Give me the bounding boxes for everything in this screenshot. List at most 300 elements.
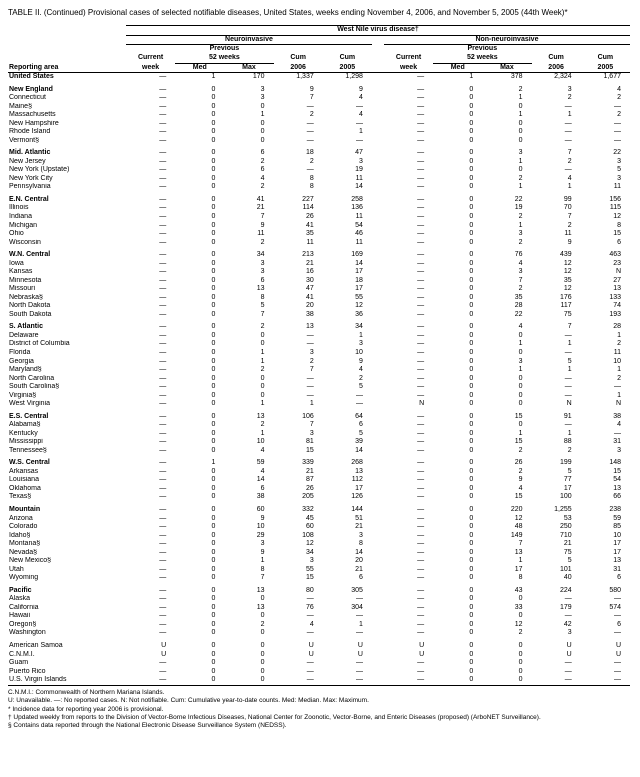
- non-neuroinvasive-value-cell: —: [417, 128, 425, 136]
- neuroinvasive-value-cell: —: [355, 102, 363, 110]
- reporting-area-cell: New York (Upstate): [9, 166, 70, 174]
- non-neuroinvasive-value-cell: —: [417, 119, 425, 127]
- spacer-cell: [372, 651, 384, 660]
- non-neuroinvasive-value-cell: 0: [469, 276, 474, 284]
- reporting-area-cell: Massachusetts: [9, 111, 56, 119]
- table-row: [8, 659, 630, 668]
- neuroinvasive-value-cell: —: [159, 149, 167, 157]
- med-label: Med: [175, 63, 224, 73]
- spacer-cell: [372, 532, 384, 541]
- non-neuroinvasive-value-cell: —: [417, 595, 425, 603]
- neuroinvasive-value-cell: —: [159, 230, 167, 238]
- non-neuroinvasive-value-cell: 31: [613, 438, 621, 446]
- footnotes: [8, 689, 630, 731]
- neuroinvasive-value-cell: 6: [260, 149, 265, 157]
- empty-cell: [532, 45, 581, 54]
- non-neuroinvasive-value-cell: —: [417, 340, 425, 348]
- neuroinvasive-value-cell: 0: [211, 493, 216, 501]
- non-neuroinvasive-value-cell: —: [417, 514, 425, 522]
- non-neuroinvasive-value-cell: —: [564, 128, 572, 136]
- reporting-area-cell: Oklahoma: [9, 484, 41, 492]
- spacer-cell: [372, 468, 384, 477]
- non-neuroinvasive-value-cell: 17: [514, 565, 523, 573]
- neuroinvasive-value-cell: —: [306, 119, 314, 127]
- empty-cell: [581, 45, 630, 54]
- neuroinvasive-value-cell: —: [159, 302, 167, 310]
- reporting-area-cell: Illinois: [9, 204, 29, 212]
- table-row: [8, 383, 630, 392]
- neuroinvasive-value-cell: 0: [211, 412, 216, 420]
- spacer-cell: [372, 476, 384, 485]
- non-neuroinvasive-value-cell: 12: [514, 514, 523, 522]
- neuroinvasive-value-cell: —: [159, 204, 167, 212]
- non-neuroinvasive-value-cell: —: [564, 659, 572, 667]
- non-neuroinvasive-value-cell: 17: [563, 484, 572, 492]
- neuroinvasive-value-cell: 106: [302, 412, 314, 420]
- spacer-cell: [372, 294, 384, 303]
- reporting-area-cell: West Virginia: [9, 400, 50, 408]
- table-row: [8, 319, 630, 332]
- neuroinvasive-value-cell: —: [159, 348, 167, 356]
- neuroinvasive-value-cell: 0: [211, 506, 216, 514]
- neuroinvasive-value-cell: 205: [302, 493, 314, 501]
- neuroinvasive-value-cell: 0: [211, 620, 216, 628]
- non-neuroinvasive-value-cell: —: [614, 119, 621, 127]
- neuroinvasive-value-cell: 0: [211, 540, 216, 548]
- neuroinvasive-value-cell: 5: [359, 383, 363, 391]
- non-neuroinvasive-value-cell: 0: [518, 374, 523, 382]
- reporting-area-cell: E.S. Central: [9, 412, 49, 420]
- 52weeks-label: 52 weeks: [433, 54, 531, 63]
- neuroinvasive-value-cell: 0: [211, 357, 216, 365]
- notifiable-diseases-table: [8, 25, 630, 685]
- spacer-cell: [372, 523, 384, 532]
- neuroinvasive-value-cell: 2: [260, 366, 265, 374]
- neuroinvasive-value-cell: 0: [211, 531, 216, 539]
- neuroinvasive-value-cell: —: [159, 374, 167, 382]
- neuroinvasive-value-cell: 227: [302, 195, 314, 203]
- empty-cell: [323, 45, 372, 54]
- non-neuroinvasive-value-cell: 35: [514, 293, 523, 301]
- neuroinvasive-value-cell: 3: [260, 268, 265, 276]
- neuroinvasive-value-cell: 1: [211, 73, 216, 81]
- neuroinvasive-value-cell: 11: [257, 230, 265, 238]
- non-neuroinvasive-value-cell: 0: [469, 667, 474, 675]
- neuroinvasive-value-cell: 10: [355, 348, 363, 356]
- non-neuroinvasive-value-cell: —: [417, 412, 425, 420]
- neuroinvasive-value-cell: 34: [305, 548, 314, 556]
- neuroinvasive-value-cell: 14: [355, 446, 363, 454]
- non-neuroinvasive-value-cell: —: [417, 111, 425, 119]
- non-neuroinvasive-value-cell: U: [419, 650, 425, 658]
- spacer-cell: [372, 366, 384, 375]
- med-label: Med: [433, 63, 482, 73]
- non-neuroinvasive-value-cell: —: [417, 285, 425, 293]
- neuroinvasive-value-cell: 1: [359, 620, 363, 628]
- neuroinvasive-value-cell: 0: [211, 629, 216, 637]
- non-neuroinvasive-value-cell: —: [417, 438, 425, 446]
- non-neuroinvasive-value-cell: —: [417, 484, 425, 492]
- neuroinvasive-value-cell: —: [159, 514, 167, 522]
- non-neuroinvasive-value-cell: 0: [518, 102, 523, 110]
- neuroinvasive-value-cell: 21: [305, 467, 314, 475]
- non-neuroinvasive-value-cell: 66: [613, 493, 621, 501]
- neuroinvasive-value-cell: 13: [256, 412, 265, 420]
- non-neuroinvasive-value-cell: 149: [510, 531, 523, 539]
- neuroinvasive-value-cell: 0: [211, 595, 216, 603]
- neuroinvasive-value-cell: 26: [305, 484, 314, 492]
- non-neuroinvasive-value-cell: 0: [518, 641, 523, 649]
- neuroinvasive-value-cell: 8: [260, 565, 265, 573]
- neuroinvasive-value-cell: —: [159, 459, 167, 467]
- neuroinvasive-value-cell: —: [159, 383, 167, 391]
- non-neuroinvasive-value-cell: 0: [469, 374, 474, 382]
- non-neuroinvasive-value-cell: —: [417, 476, 425, 484]
- neuroinvasive-value-cell: —: [355, 391, 363, 399]
- neuroinvasive-value-cell: —: [159, 213, 167, 221]
- neuroinvasive-value-cell: —: [159, 467, 167, 475]
- neuroinvasive-value-cell: 3: [359, 340, 363, 348]
- spacer-cell: [372, 239, 384, 248]
- non-neuroinvasive-value-cell: 0: [469, 612, 474, 620]
- neuroinvasive-value-cell: 47: [305, 285, 314, 293]
- non-neuroinvasive-value-cell: 0: [518, 400, 523, 408]
- neuroinvasive-value-cell: 0: [211, 111, 216, 119]
- non-neuroinvasive-value-cell: —: [417, 149, 425, 157]
- table-row: [8, 230, 630, 239]
- neuroinvasive-value-cell: 1: [260, 429, 265, 437]
- neuroinvasive-value-cell: —: [159, 357, 167, 365]
- non-neuroinvasive-value-cell: N: [615, 400, 621, 408]
- reporting-area-cell: Louisiana: [9, 476, 39, 484]
- non-neuroinvasive-value-cell: 0: [469, 467, 474, 475]
- table-row: [8, 523, 630, 532]
- non-neuroinvasive-value-cell: N: [566, 400, 572, 408]
- neuroinvasive-value-cell: —: [159, 85, 167, 93]
- neuroinvasive-value-cell: 9: [359, 85, 363, 93]
- reporting-area-cell: Utah: [9, 565, 24, 573]
- footnote: § Contains data reported through the National Electronic Disease Surveillance System (NEDSS).: [8, 722, 287, 730]
- spacer-cell: [372, 574, 384, 583]
- neuroinvasive-value-cell: 19: [355, 166, 363, 174]
- non-neuroinvasive-value-cell: —: [417, 459, 425, 467]
- spacer-cell: [372, 73, 384, 82]
- neuroinvasive-value-cell: 11: [355, 238, 363, 246]
- non-neuroinvasive-value-cell: 2: [518, 85, 523, 93]
- non-neuroinvasive-value-cell: —: [614, 128, 621, 136]
- neuroinvasive-value-cell: 339: [302, 459, 314, 467]
- table-row: [8, 111, 630, 120]
- table-row: [8, 651, 630, 660]
- neuroinvasive-value-cell: 10: [256, 438, 265, 446]
- non-neuroinvasive-value-cell: 1,255: [554, 506, 572, 514]
- neuroinvasive-value-cell: —: [159, 128, 167, 136]
- neuroinvasive-value-cell: 16: [305, 268, 314, 276]
- non-neuroinvasive-value-cell: —: [417, 85, 425, 93]
- neuroinvasive-value-cell: 0: [211, 667, 216, 675]
- neuroinvasive-value-cell: —: [159, 548, 167, 556]
- table-row: [8, 676, 630, 685]
- spacer-cell: [372, 638, 384, 651]
- non-neuroinvasive-value-cell: 2: [518, 174, 523, 182]
- table-row: [8, 447, 630, 456]
- non-neuroinvasive-value-cell: 0: [469, 85, 474, 93]
- non-neuroinvasive-value-cell: 0: [469, 459, 474, 467]
- reporting-area-cell: Maryland§: [9, 366, 42, 374]
- non-neuroinvasive-value-cell: 22: [514, 310, 523, 318]
- non-neuroinvasive-value-cell: —: [417, 383, 425, 391]
- neuroinvasive-value-cell: 9: [309, 85, 314, 93]
- non-neuroinvasive-value-cell: 11: [613, 348, 621, 356]
- spacer-cell: [372, 493, 384, 502]
- reporting-area-cell: Arizona: [9, 514, 33, 522]
- neuroinvasive-value-cell: 0: [211, 467, 216, 475]
- non-neuroinvasive-value-cell: —: [417, 374, 425, 382]
- reporting-area-cell: Tennessee§: [9, 446, 47, 454]
- neuroinvasive-value-cell: 51: [355, 514, 363, 522]
- non-neuroinvasive-value-cell: 156: [609, 195, 621, 203]
- table-row: [8, 120, 630, 129]
- non-neuroinvasive-value-cell: 250: [560, 523, 572, 531]
- non-neuroinvasive-value-cell: —: [417, 667, 425, 675]
- reporting-area-cell: Michigan: [9, 221, 38, 229]
- neuroinvasive-value-cell: 39: [355, 438, 363, 446]
- reporting-area-cell: Guam: [9, 659, 29, 667]
- non-neuroinvasive-value-cell: 2: [617, 340, 621, 348]
- non-neuroinvasive-value-cell: 0: [469, 213, 474, 221]
- neuroinvasive-value-cell: 170: [252, 73, 265, 81]
- non-neuroinvasive-value-cell: 85: [613, 523, 621, 531]
- reporting-area-cell: Puerto Rico: [9, 667, 46, 675]
- neuroinvasive-value-cell: 60: [305, 523, 314, 531]
- neuroinvasive-value-cell: 8: [309, 174, 314, 182]
- table-row: [8, 621, 630, 630]
- non-neuroinvasive-value-cell: U: [615, 641, 621, 649]
- neuroinvasive-value-cell: —: [159, 111, 167, 119]
- non-neuroinvasive-value-cell: —: [417, 251, 425, 259]
- non-neuroinvasive-value-cell: —: [417, 540, 425, 548]
- non-neuroinvasive-value-cell: 0: [469, 166, 474, 174]
- non-neuroinvasive-value-cell: 3: [617, 446, 621, 454]
- non-neuroinvasive-value-cell: —: [564, 667, 572, 675]
- non-neuroinvasive-value-cell: —: [417, 429, 425, 437]
- non-neuroinvasive-value-cell: 12: [563, 285, 572, 293]
- neuroinvasive-value-cell: U: [308, 650, 314, 658]
- non-neuroinvasive-value-cell: 1: [518, 340, 523, 348]
- non-neuroinvasive-value-cell: 0: [469, 128, 474, 136]
- table-row: [8, 375, 630, 384]
- non-neuroinvasive-value-cell: 13: [514, 548, 523, 556]
- neuroinvasive-value-cell: —: [159, 340, 167, 348]
- non-neuroinvasive-value-cell: 0: [469, 348, 474, 356]
- neuroinvasive-value-cell: 0: [211, 213, 216, 221]
- neuroinvasive-value-cell: 126: [351, 493, 363, 501]
- non-neuroinvasive-value-cell: 0: [469, 446, 474, 454]
- non-neuroinvasive-value-cell: 1: [518, 221, 523, 229]
- non-neuroinvasive-value-cell: 1: [469, 73, 474, 81]
- non-neuroinvasive-value-cell: 0: [518, 595, 523, 603]
- non-neuroinvasive-value-cell: 7: [567, 213, 572, 221]
- neuroinvasive-value-cell: —: [159, 586, 167, 594]
- non-neuroinvasive-value-cell: 12: [613, 213, 621, 221]
- reporting-area-cell: Pennsylvania: [9, 183, 51, 191]
- neuroinvasive-value-cell: 0: [211, 119, 216, 127]
- spacer-cell: [372, 515, 384, 524]
- mid-header-row: [8, 54, 630, 63]
- spacer-cell: [372, 438, 384, 447]
- non-neuroinvasive-value-cell: 10: [613, 531, 621, 539]
- non-neuroinvasive-value-cell: 7: [567, 323, 572, 331]
- previous-label: Previous: [467, 45, 498, 53]
- non-neuroinvasive-value-cell: 2: [518, 213, 523, 221]
- neuroinvasive-value-cell: —: [306, 374, 314, 382]
- non-neuroinvasive-value-cell: —: [614, 612, 621, 620]
- neuroinvasive-value-cell: 0: [260, 374, 265, 382]
- neuroinvasive-value-cell: 26: [305, 213, 314, 221]
- spacer-cell: [372, 455, 384, 468]
- neuroinvasive-value-cell: 3: [260, 94, 265, 102]
- non-neuroinvasive-value-cell: 117: [560, 302, 572, 310]
- neuroinvasive-value-cell: 6: [359, 574, 363, 582]
- neuroinvasive-value-cell: 0: [211, 259, 216, 267]
- non-neuroinvasive-value-cell: 0: [469, 595, 474, 603]
- non-neuroinvasive-value-cell: 1: [518, 157, 523, 165]
- table-row: [8, 73, 630, 82]
- spacer-cell: [372, 213, 384, 222]
- footnote: U: Unavailable. —: No reported cases. N: Not notifiable. Cum: Cumulative year-to-date counts. Med: Median. Max: Maximum.: [8, 697, 369, 705]
- neuroinvasive-value-cell: —: [159, 506, 167, 514]
- non-neuroinvasive-value-cell: —: [564, 676, 572, 684]
- non-neuroinvasive-value-cell: 10: [613, 357, 621, 365]
- spacer-cell: [372, 63, 384, 73]
- neuroinvasive-value-cell: 0: [260, 641, 265, 649]
- neuroinvasive-value-cell: —: [159, 391, 167, 399]
- neuroinvasive-value-cell: 14: [355, 259, 363, 267]
- table-row: [8, 515, 630, 524]
- neuroinvasive-value-cell: 13: [256, 285, 265, 293]
- non-neuroinvasive-value-cell: 0: [518, 612, 523, 620]
- neuroinvasive-value-cell: 12: [355, 302, 363, 310]
- spacer-cell: [372, 595, 384, 604]
- neuroinvasive-value-cell: —: [306, 102, 314, 110]
- footnote: * Incidence data for reporting year 2006 is provisional.: [8, 705, 164, 713]
- neuroinvasive-value-cell: 0: [211, 238, 216, 246]
- neuroinvasive-value-cell: 0: [211, 400, 216, 408]
- column-header-row: [8, 63, 630, 73]
- non-neuroinvasive-value-cell: 1: [567, 429, 572, 437]
- non-neuroinvasive-value-cell: 9: [567, 238, 572, 246]
- non-neuroinvasive-value-cell: —: [614, 629, 621, 637]
- neuroinvasive-value-cell: —: [159, 323, 167, 331]
- spacer-cell: [372, 604, 384, 613]
- non-neuroinvasive-value-cell: 0: [469, 157, 474, 165]
- spacer-cell: [372, 400, 384, 409]
- non-neuroinvasive-value-cell: 0: [469, 302, 474, 310]
- neuroinvasive-value-cell: —: [159, 259, 167, 267]
- non-neuroinvasive-value-cell: 7: [518, 540, 523, 548]
- spacer-cell: [372, 549, 384, 558]
- spacer-cell: [372, 166, 384, 175]
- non-neuroinvasive-value-cell: —: [417, 73, 425, 81]
- reporting-area-cell: Alaska: [9, 595, 31, 603]
- spacer-cell: [372, 35, 384, 45]
- table-row: [8, 421, 630, 430]
- non-neuroinvasive-value-cell: 0: [518, 650, 523, 658]
- reporting-area-cell: New Hampshire: [9, 119, 59, 127]
- non-neuroinvasive-value-cell: 0: [469, 641, 474, 649]
- neuroinvasive-value-cell: 268: [351, 459, 363, 467]
- neuroinvasive-value-cell: —: [159, 612, 167, 620]
- spacer-cell: [372, 285, 384, 294]
- neuroinvasive-value-cell: 136: [351, 204, 363, 212]
- neuroinvasive-value-cell: —: [355, 400, 363, 408]
- reporting-area-cell: Minnesota: [9, 276, 42, 284]
- neuroinvasive-value-cell: 0: [211, 514, 216, 522]
- table-row: [8, 476, 630, 485]
- neuroinvasive-value-cell: 21: [256, 204, 265, 212]
- neuroinvasive-value-cell: 13: [256, 586, 265, 594]
- neuroinvasive-value-cell: —: [355, 136, 363, 144]
- spacer-cell: [372, 358, 384, 367]
- non-neuroinvasive-value-cell: 100: [560, 493, 572, 501]
- neuroinvasive-value-cell: —: [355, 612, 363, 620]
- neuroinvasive-value-cell: 14: [256, 476, 265, 484]
- non-neuroinvasive-value-cell: 0: [518, 331, 523, 339]
- spacer-cell: [372, 430, 384, 439]
- neuroinvasive-value-cell: 14: [355, 548, 363, 556]
- spacer-cell: [372, 612, 384, 621]
- neuroinvasive-value-cell: 0: [211, 204, 216, 212]
- non-neuroinvasive-value-cell: 0: [469, 531, 474, 539]
- neuroinvasive-value-cell: 332: [302, 506, 314, 514]
- non-neuroinvasive-value-cell: 0: [469, 238, 474, 246]
- table-row: [8, 285, 630, 294]
- spacer-cell: [372, 375, 384, 384]
- neuroinvasive-value-cell: 7: [260, 574, 265, 582]
- neuroinvasive-value-cell: 7: [260, 213, 265, 221]
- table-row: [8, 409, 630, 422]
- neuroinvasive-value-cell: 4: [260, 446, 265, 454]
- neuroinvasive-value-cell: 2: [260, 421, 265, 429]
- neuroinvasive-value-cell: 15: [305, 574, 314, 582]
- neuroinvasive-value-cell: 0: [211, 586, 216, 594]
- spacer-cell: [372, 120, 384, 129]
- non-neuroinvasive-value-cell: 0: [469, 310, 474, 318]
- neuroinvasive-value-cell: 3: [359, 157, 363, 165]
- neuroinvasive-value-cell: U: [308, 641, 314, 649]
- reporting-area-cell: South Carolina§: [9, 383, 60, 391]
- neuroinvasive-value-cell: 0: [211, 374, 216, 382]
- reporting-area-cell: Wyoming: [9, 574, 39, 582]
- table-row: [8, 430, 630, 439]
- neuroinvasive-value-cell: 17: [355, 484, 363, 492]
- non-neuroinvasive-value-cell: 3: [617, 157, 621, 165]
- empty-cell: [274, 45, 323, 54]
- neuroinvasive-value-cell: 1: [309, 400, 314, 408]
- neuroinvasive-value-cell: 0: [260, 119, 265, 127]
- non-neuroinvasive-value-cell: —: [417, 302, 425, 310]
- neuroinvasive-value-cell: 1,337: [296, 73, 314, 81]
- table-row: [8, 340, 630, 349]
- neuroinvasive-value-cell: —: [159, 676, 167, 684]
- spacer-cell: [372, 621, 384, 630]
- non-neuroinvasive-value-cell: 0: [469, 94, 474, 102]
- non-neuroinvasive-value-cell: U: [566, 641, 572, 649]
- reporting-area-cell: C.N.M.I.: [9, 650, 35, 658]
- reporting-area-cell: Missouri: [9, 285, 36, 293]
- neuroinvasive-value-cell: 8: [260, 293, 265, 301]
- non-neuroinvasive-value-cell: 463: [609, 251, 621, 259]
